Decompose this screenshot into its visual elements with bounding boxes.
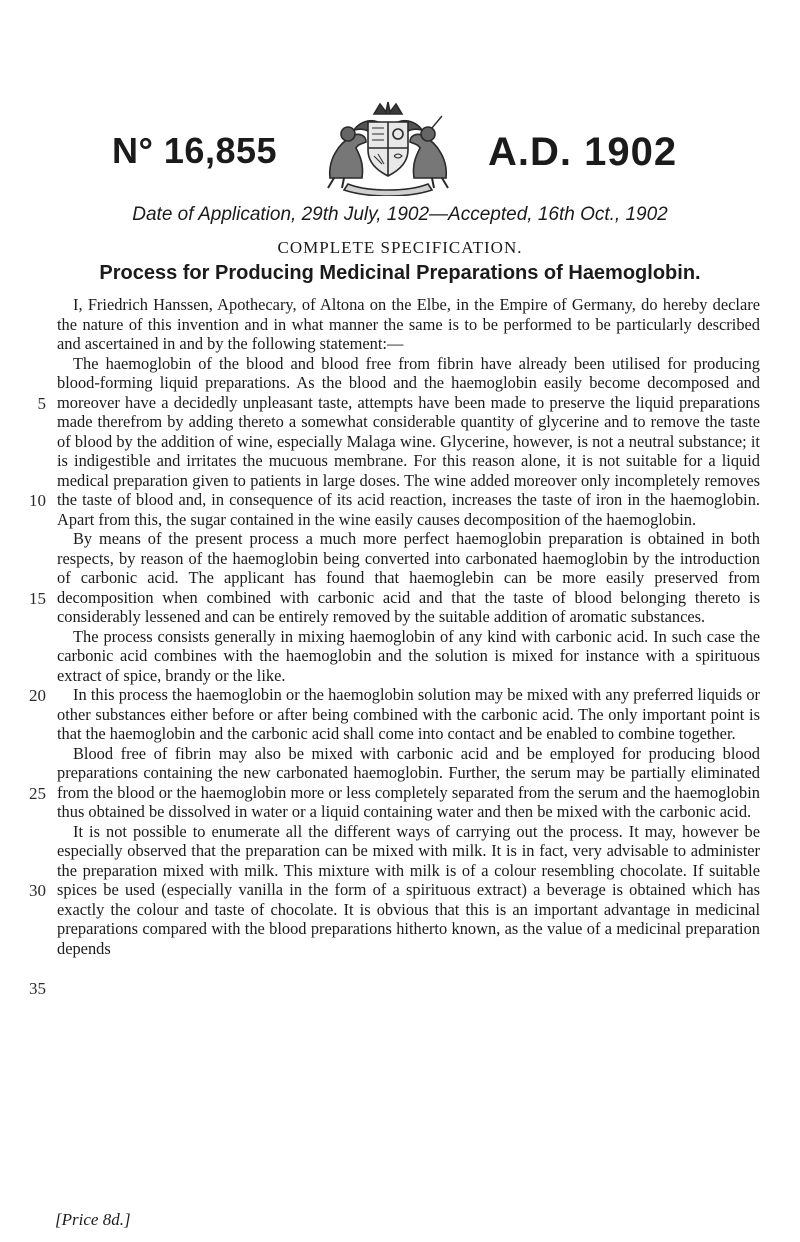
price-value: 8d.] — [102, 1210, 131, 1229]
body-paragraph: By means of the present process a much more perfect haemoglobin preparation is obtained in both respects, by reason of the haemoglobin being converted into carbonated haemoglobin by the introduction of carbonic acid. The applicant has found that haemoglebin can be more easily preserved from decomposition when combined with carbonic acid and that the taste of blood belonging thereto is considerably lessened and can be entirely removed by the suitable addition of aromatic substances. — [57, 529, 760, 626]
body-paragraph: Blood free of fibrin may also be mixed with carbonic acid and be employed for producing blood preparations containing the new carbonated haemoglobin. Further, the serum may be partially eliminated from the blood or the haemoglobin more or less completely separated from the serum and the haemoglobin thus obtained be dissolved in water or a liquid containing water and then be mixed with the carbonic acid. — [57, 743, 760, 821]
body-paragraph: The process consists generally in mixing haemoglobin of any kind with carbonic acid. In such case the carbonic acid combines with the haemoglobin and the solution is mixed for instance with a spirituous extract of spice, brandy or the like. — [57, 626, 760, 685]
document-title: Process for Producing Medicinal Preparations of Haemoglobin. — [99, 262, 701, 284]
royal-coat-of-arms-icon — [308, 100, 468, 196]
body-paragraph: The haemoglobin of the blood and blood free from fibrin have already been utilised for producing blood-forming liquid preparations. As the blood and the haemoglobin easily become decomposed and moreover have a decidedly unpleasant taste, attempts have been made to preserve the liquid preparations made therefrom by adding thereto a somewhat considerable quantity of glycerine and to remove the taste of blood by the addition of wine, especially Malaga wine. Glycerine, however, is not a neutral substance; it is indigestible and irritates the mucuous membrane. For this reason alone, it is not suitable for a liquid medical preparation given to patients in large doses. The wine added moreover only incompletely removes the taste of blood and, in consequence of its acid reaction, increases the taste of iron in the haemoglobin. Apart from this, the sugar contained in the wine easily causes decomposition of the haemoglobin. — [57, 353, 760, 529]
line-number: 5 — [37, 393, 46, 413]
patent-number: N° 16,855 — [112, 130, 278, 171]
application-date-line: Date of Application, 29th July, 1902—Accepted, 16th Oct., 1902 — [132, 204, 668, 225]
price-note — [55, 1210, 131, 1230]
specification-heading: COMPLETE SPECIFICATION. — [277, 238, 523, 257]
line-number: 30 — [29, 881, 46, 900]
specification-body — [57, 295, 760, 958]
price-label: [Price — [55, 1210, 99, 1229]
line-number: 35 — [29, 978, 46, 998]
patent-year: A.D. 1902 — [488, 130, 678, 174]
line-number: 20 — [29, 686, 46, 705]
body-paragraph: In this process the haemoglobin or the haemoglobin solution may be mixed with any preferred liquids or other substances either before or after being combined with the carbonic acid. The only important point is that the haemoglobin and the carbonic acid shall come into contact and be enabled to combine together. — [57, 685, 760, 743]
line-number: 10 — [29, 491, 46, 510]
body-paragraph: It is not possible to enumerate all the different ways of carrying out the process. It may, however be especially observed that the preparation can be mixed with milk. It is in fact, very advisable to administer the preparation mixed with milk. This mixture with milk is of a colour resembling chocolate. If suitable spices be used (especially vanilla in the form of a spirituous extract) a beverage is obtained which has exactly the colour and taste of chocolate. It is obvious that this is an important advantage in medicinal preparations compared with the blood preparations hitherto known, as the value of a medicinal preparation depends — [57, 821, 760, 958]
line-number: 15 — [29, 588, 46, 608]
line-number: 25 — [29, 783, 46, 803]
intro-paragraph: I, Friedrich Hanssen, Apothecary, of Altona on the Elbe, in the Empire of Germany, do hereby declare the nature of this invention and in what manner the same is to be performed to be particularly described and ascertained in and by the following statement:— — [57, 295, 760, 353]
